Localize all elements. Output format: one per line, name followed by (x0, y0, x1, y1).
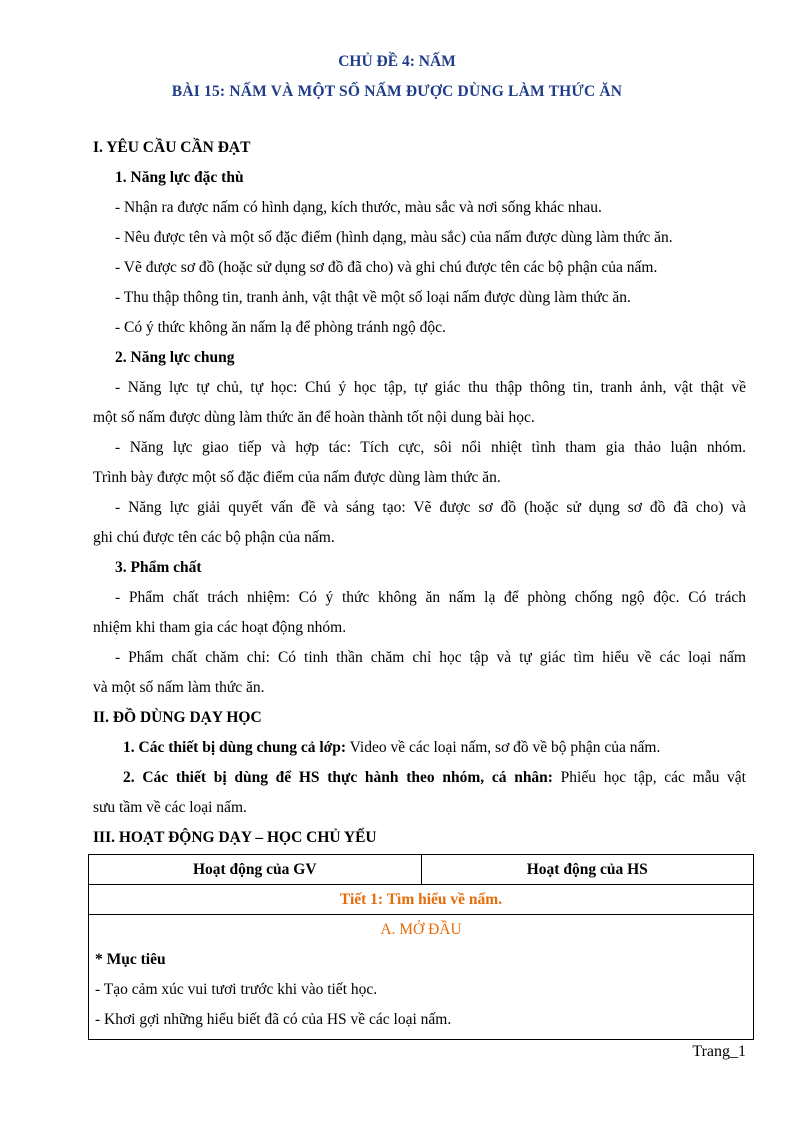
paragraph-line: ghi chú được tên các bộ phận của nấm. (93, 529, 335, 546)
activity-table (88, 854, 754, 1040)
objective-item: - Thu thập thông tin, tranh ảnh, vật thật về một số loại nấm được dùng làm thức ăn. (115, 289, 631, 306)
period-title: Tiết 1: Tìm hiểu về nấm. (89, 885, 754, 915)
paragraph-line: một số nấm được dùng làm thức ăn để hoàn thành tốt nội dung bài học. (93, 409, 535, 426)
paragraph-line: - Năng lực giải quyết vấn đề và sáng tạo: Vẽ được sơ đồ (hoặc sử dụng sơ đồ đã cho) và (115, 499, 746, 516)
section-2-heading: II. ĐỒ DÙNG DẠY HỌC (93, 709, 262, 726)
equipment-item-text: Phiếu học tập, các mẫu vật (552, 769, 746, 786)
paragraph-line: - Năng lực tự chủ, tự học: Chú ý học tập, tự giác thu thập thông tin, tranh ảnh, vật thật về (115, 379, 746, 396)
lesson-title: BÀI 15: NẤM VÀ MỘT SỐ NẤM ĐƯỢC DÙNG LÀM THỨC ĂN (171, 83, 623, 100)
equipment-item (93, 763, 746, 793)
column-header-student: Hoạt động của HS (421, 855, 754, 885)
objective-item: - Vẽ được sơ đồ (hoặc sử dụng sơ đồ đã cho) và ghi chú được tên các bộ phận của nấm. (115, 259, 658, 276)
objective-heading: * Mục tiêu (95, 951, 166, 968)
equipment-item (93, 733, 746, 763)
equipment-item-label: 1. Các thiết bị dùng chung cả lớp: (123, 739, 347, 756)
paragraph-line: và một số nấm làm thức ăn. (93, 679, 265, 696)
section-1-1-heading: 1. Năng lực đặc thù (115, 169, 244, 186)
objective-line: - Tạo cảm xúc vui tươi trước khi vào tiết học. (95, 981, 378, 998)
paragraph-line: - Năng lực giao tiếp và hợp tác: Tích cực, sôi nổi nhiệt tình tham gia thảo luận nhóm. (115, 439, 746, 456)
part-title: A. MỞ ĐẦU (380, 921, 462, 938)
topic-title: CHỦ ĐỀ 4: NẤM (338, 53, 456, 70)
equipment-item-text: Video về các loại nấm, sơ đồ về bộ phận của nấm. (346, 739, 661, 756)
section-1-3-heading: 3. Phẩm chất (115, 559, 202, 576)
objective-item: - Nêu được tên và một số đặc điểm (hình dạng, màu sắc) của nấm được dùng làm thức ăn. (115, 229, 673, 246)
section-1-2-heading: 2. Năng lực chung (115, 349, 235, 366)
objective-line: - Khơi gợi những hiểu biết đã có của HS về các loại nấm. (95, 1011, 452, 1028)
objective-item: - Có ý thức không ăn nấm lạ để phòng tránh ngộ độc. (115, 319, 446, 336)
paragraph-line: Trình bày được một số đặc điểm của nấm được dùng làm thức ăn. (93, 469, 501, 486)
column-header-teacher: Hoạt động của GV (89, 855, 422, 885)
section-3-heading: III. HOẠT ĐỘNG DẠY – HỌC CHỦ YẾU (93, 829, 377, 846)
section-1-heading: I. YÊU CẦU CẦN ĐẠT (93, 139, 251, 156)
table-row (89, 915, 754, 1040)
objective-item: - Nhận ra được nấm có hình dạng, kích thước, màu sắc và nơi sống khác nhau. (115, 199, 602, 216)
table-row (89, 885, 754, 915)
page-number: Trang_1 (692, 1043, 746, 1060)
equipment-item-label: 2. Các thiết bị dùng để HS thực hành theo nhóm, cá nhân: (123, 769, 553, 786)
document-body (93, 133, 746, 853)
part-cell (89, 915, 754, 1040)
paragraph-line: - Phẩm chất trách nhiệm: Có ý thức không ăn nấm lạ để phòng chống ngộ độc. Có trách (115, 589, 746, 606)
title-block (0, 47, 794, 107)
paragraph-line: nhiệm khi tham gia các hoạt động nhóm. (93, 619, 347, 636)
paragraph-line: sưu tầm về các loại nấm. (93, 799, 247, 816)
paragraph-line: - Phẩm chất chăm chỉ: Có tinh thần chăm chỉ học tập và tự giác tìm hiểu về các loại nấm (115, 649, 746, 666)
table-header-row (89, 855, 754, 885)
